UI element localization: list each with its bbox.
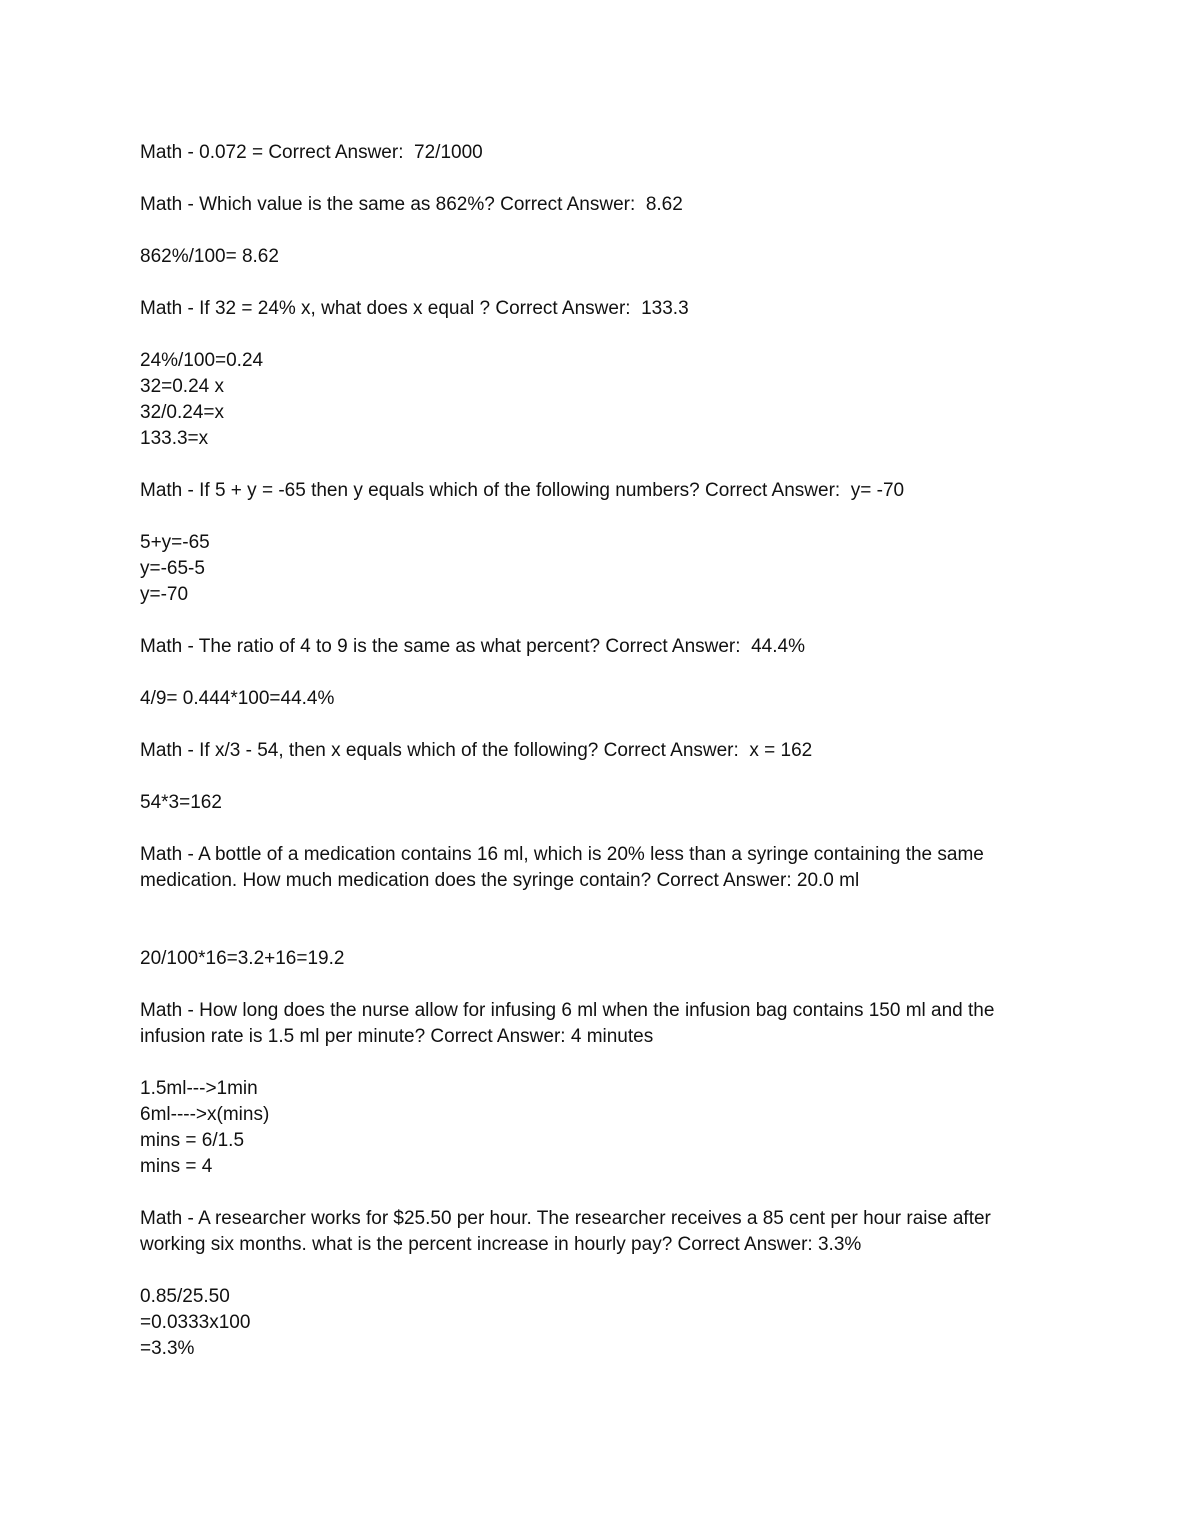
question-line: Math - If 32 = 24% x, what does x equal ? Correct Answer: 133.3	[140, 298, 689, 319]
question-line: Math - The ratio of 4 to 9 is the same as what percent? Correct Answer: 44.4%	[140, 636, 805, 657]
work-line: 32=0.24 x	[140, 376, 224, 397]
work-line: =0.0333x100	[140, 1312, 251, 1333]
question-line: Math - How long does the nurse allow for infusing 6 ml when the infusion bag contains 150 ml and the infusion rate is 1.5 ml per minute? Correct Answer: 4 minutes	[140, 1000, 995, 1047]
document-body	[140, 140, 1040, 1362]
question-line: Math - 0.072 = Correct Answer: 72/1000	[140, 142, 483, 163]
work-line: 54*3=162	[140, 792, 222, 813]
question-line: Math - Which value is the same as 862%? Correct Answer: 8.62	[140, 194, 683, 215]
work-line: 24%/100=0.24	[140, 350, 264, 371]
work-line: mins = 4	[140, 1156, 213, 1177]
work-line: 1.5ml--->1min	[140, 1078, 258, 1099]
work-line: 862%/100= 8.62	[140, 246, 279, 267]
work-line: y=-70	[140, 584, 189, 605]
work-line: 20/100*16=3.2+16=19.2	[140, 948, 345, 969]
work-line: 0.85/25.50	[140, 1286, 230, 1307]
question-line: Math - If x/3 - 54, then x equals which of the following? Correct Answer: x = 162	[140, 740, 813, 761]
work-line: 5+y=-65	[140, 532, 210, 553]
question-line: Math - A bottle of a medication contains 16 ml, which is 20% less than a syringe containing the same medication. How much medication does the syringe contain? Correct Answer: 20.0 ml	[140, 844, 984, 891]
work-line: mins = 6/1.5	[140, 1130, 245, 1151]
work-line: 6ml---->x(mins)	[140, 1104, 270, 1125]
work-line: 4/9= 0.444*100=44.4%	[140, 688, 335, 709]
work-line: y=-65-5	[140, 558, 205, 579]
work-line: =3.3%	[140, 1338, 195, 1359]
question-line: Math - A researcher works for $25.50 per hour. The researcher receives a 85 cent per hour raise after working six months. what is the percent increase in hourly pay? Correct Answer: 3.3%	[140, 1208, 991, 1255]
question-line: Math - If 5 + y = -65 then y equals which of the following numbers? Correct Answer: y= -70	[140, 480, 905, 501]
work-line: 133.3=x	[140, 428, 209, 449]
work-line: 32/0.24=x	[140, 402, 224, 423]
